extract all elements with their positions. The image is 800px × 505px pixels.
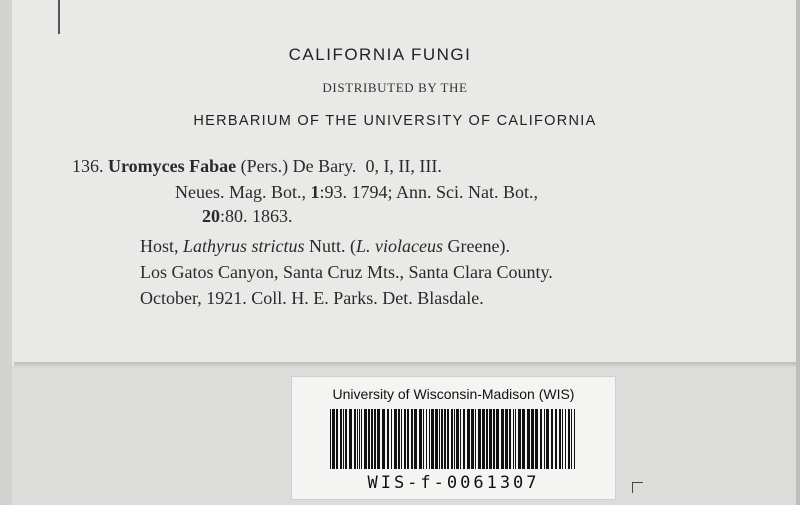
barcode-bar [371,409,373,469]
reference-volume-2: 20 [202,206,220,226]
host-synonym-author: Greene). [443,236,511,256]
barcode-bar [407,409,409,469]
barcode-bar [330,409,331,469]
barcode-bar [345,409,347,469]
left-edge-strip [0,0,12,505]
barcode-bar [411,409,413,469]
barcode-bar [423,409,424,469]
barcode-bar [555,409,557,469]
barcode-bar [562,409,563,469]
barcode-bar [463,409,465,469]
taxon-line [72,156,442,177]
barcode-bar [471,409,474,469]
barcode-bar [419,409,422,469]
barcode-bar [387,409,389,469]
label-herbarium-line: HERBARIUM OF THE UNIVERSITY OF CALIFORNIA [193,113,597,129]
reference-details: :93. 1794; Ann. Sci. Nat. Bot., [319,182,538,202]
barcode-bar [354,409,356,469]
barcode-institution: University of Wisconsin-Madison (WIS) [332,386,575,402]
reference-volume: 1 [310,182,320,202]
barcode-bar [359,409,360,469]
barcode-bar [368,409,370,469]
barcode-icon [328,409,578,469]
taxon-authority: (Pers.) De Bary. [240,156,357,176]
barcode-bar [374,409,376,469]
barcode-bar [391,409,392,469]
barcode-bar [456,409,459,469]
locality-line: Los Gatos Canyon, Santa Cruz Mts., Santa Clara County. [140,262,553,282]
barcode-bar [414,409,417,469]
barcode-bar [565,409,566,469]
barcode-bar [361,409,362,469]
barcode-bar [429,409,430,469]
barcode-bar [540,409,542,469]
host-author: Nutt. ( [304,236,357,256]
barcode-bar [336,409,338,469]
barcode-bar [447,409,449,469]
collection-line: October, 1921. Coll. H. E. Parks. Det. Blasdale. [140,288,484,308]
host-line [140,236,510,257]
barcode-number: WIS-f-0061307 [367,473,540,493]
barcode-bar [535,409,538,469]
label-edge-shadow [14,362,800,368]
barcode-bar [513,409,514,469]
reference-line-2 [202,206,293,227]
pencil-tick-mark [58,0,60,34]
host-prefix: Host, [140,236,184,256]
spore-stages: 0, I, II, III. [365,156,442,176]
reference-details-2: :80. 1863. [220,206,293,226]
barcode-bar [382,409,385,469]
barcode-bar [478,409,481,469]
barcode-bar [496,409,499,469]
barcode-bar [441,409,443,469]
host-name: Lathyrus strictus [183,236,305,256]
barcode-bar [493,409,495,469]
barcode-bar [475,409,476,469]
barcode-bar [568,409,570,469]
barcode-bar [460,409,461,469]
barcode-bar [343,409,344,469]
barcode-bar [398,409,400,469]
barcode-bar [404,409,406,469]
barcode-bar [340,409,342,469]
barcode-bar [559,409,561,469]
barcode-bar [546,409,549,469]
barcode-label [291,376,616,500]
barcode-bar [509,409,511,469]
reference-journal: Neues. Mag. Bot., [175,182,311,202]
barcode-bar [505,409,508,469]
barcode-bar [364,409,367,469]
barcode-bar [357,409,358,469]
reference-line-1 [175,182,538,203]
barcode-bar [426,409,427,469]
barcode-bar [482,409,485,469]
specimen-number: 136. [72,156,104,176]
taxon-name: Uromyces Fabae [108,156,237,176]
label-distributed-line: DISTRIBUTED BY THE [322,80,468,95]
barcode-bar [489,409,492,469]
barcode-bar [518,409,521,469]
barcode-bar [574,409,575,469]
barcode-bar [394,409,397,469]
corner-crop-mark [632,482,643,493]
barcode-bar [544,409,545,469]
barcode-bar [435,409,438,469]
barcode-bar [451,409,453,469]
barcode-bar [444,409,446,469]
barcode-bar [439,409,440,469]
barcode-bar [454,409,455,469]
barcode-bar [401,409,402,469]
barcode-bar [571,409,572,469]
barcode-bar [349,409,352,469]
barcode-bar [527,409,530,469]
barcode-bar [467,409,470,469]
barcode-bar [332,409,335,469]
barcode-bar [515,409,516,469]
barcode-bar [531,409,534,469]
barcode-bar [551,409,553,469]
barcode-bar [486,409,488,469]
barcode-bar [522,409,525,469]
host-synonym: L. violaceus [356,236,444,256]
barcode-bar [501,409,504,469]
label-title: CALIFORNIA FUNGI [288,45,472,64]
barcode-bar [377,409,380,469]
barcode-bar [431,409,434,469]
right-edge-fold [796,0,800,505]
